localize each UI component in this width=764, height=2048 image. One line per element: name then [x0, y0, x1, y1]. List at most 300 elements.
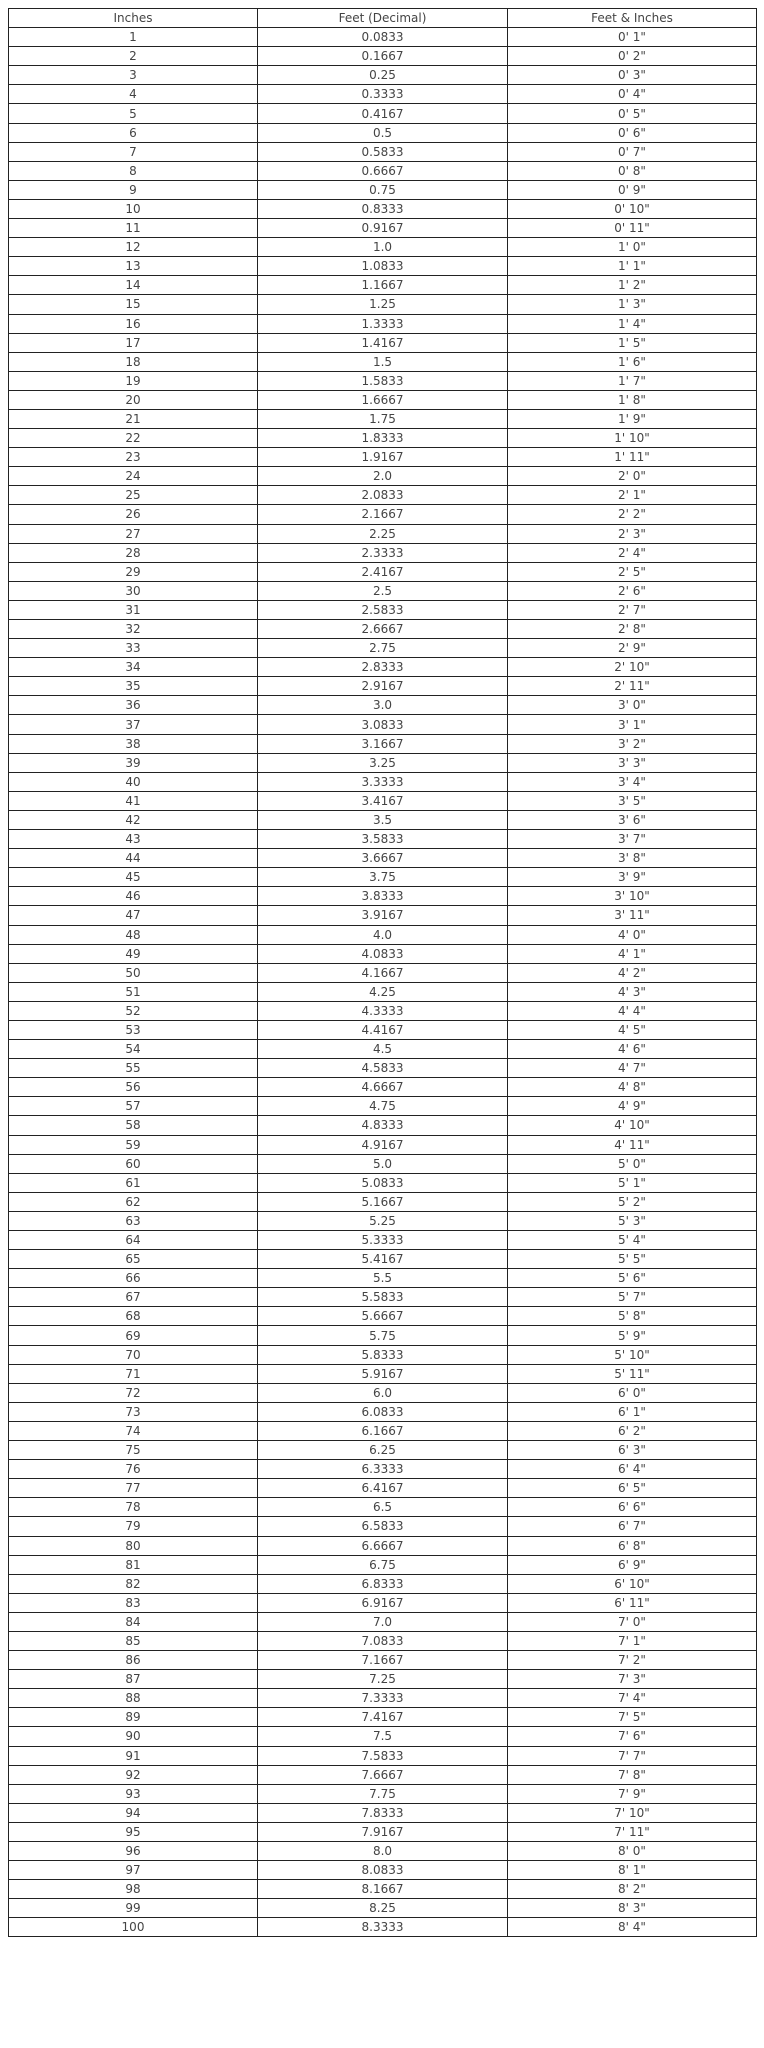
cell-feet-inches: 3' 3" — [508, 753, 757, 772]
cell-inches: 97 — [9, 1861, 258, 1880]
cell-inches: 86 — [9, 1651, 258, 1670]
cell-feet-inches: 1' 6" — [508, 352, 757, 371]
cell-feet-inches: 2' 6" — [508, 581, 757, 600]
table-row — [9, 1154, 757, 1173]
cell-feet-decimal: 4.0833 — [258, 944, 508, 963]
cell-inches: 18 — [9, 352, 258, 371]
cell-feet-decimal: 0.4167 — [258, 104, 508, 123]
cell-inches: 12 — [9, 238, 258, 257]
cell-feet-decimal: 6.3333 — [258, 1460, 508, 1479]
cell-feet-inches: 8' 3" — [508, 1899, 757, 1918]
cell-feet-decimal: 0.5 — [258, 123, 508, 142]
cell-feet-inches: 5' 11" — [508, 1364, 757, 1383]
cell-feet-decimal: 3.1667 — [258, 734, 508, 753]
cell-inches: 61 — [9, 1173, 258, 1192]
table-row — [9, 1097, 757, 1116]
table-row — [9, 1670, 757, 1689]
cell-inches: 96 — [9, 1842, 258, 1861]
cell-feet-decimal: 7.8333 — [258, 1803, 508, 1822]
cell-feet-inches: 7' 5" — [508, 1708, 757, 1727]
cell-inches: 7 — [9, 142, 258, 161]
cell-feet-inches: 3' 5" — [508, 791, 757, 810]
cell-inches: 59 — [9, 1135, 258, 1154]
cell-feet-inches: 7' 11" — [508, 1822, 757, 1841]
cell-feet-decimal: 5.5 — [258, 1269, 508, 1288]
table-row — [9, 1383, 757, 1402]
cell-feet-decimal: 1.0833 — [258, 257, 508, 276]
cell-feet-decimal: 1.3333 — [258, 314, 508, 333]
cell-feet-inches: 6' 8" — [508, 1536, 757, 1555]
table-row — [9, 180, 757, 199]
cell-feet-decimal: 3.5833 — [258, 830, 508, 849]
cell-inches: 57 — [9, 1097, 258, 1116]
table-row — [9, 600, 757, 619]
cell-feet-decimal: 2.25 — [258, 524, 508, 543]
cell-feet-inches: 6' 2" — [508, 1421, 757, 1440]
cell-inches: 62 — [9, 1192, 258, 1211]
cell-feet-inches: 7' 9" — [508, 1784, 757, 1803]
table-row — [9, 1708, 757, 1727]
cell-feet-inches: 7' 6" — [508, 1727, 757, 1746]
cell-inches: 65 — [9, 1250, 258, 1269]
cell-feet-decimal: 0.8333 — [258, 199, 508, 218]
cell-feet-inches: 1' 3" — [508, 295, 757, 314]
cell-feet-inches: 7' 2" — [508, 1651, 757, 1670]
cell-feet-decimal: 6.8333 — [258, 1574, 508, 1593]
cell-feet-decimal: 0.6667 — [258, 161, 508, 180]
cell-feet-inches: 1' 9" — [508, 409, 757, 428]
cell-inches: 43 — [9, 830, 258, 849]
cell-feet-decimal: 2.75 — [258, 639, 508, 658]
table-row — [9, 238, 757, 257]
cell-feet-inches: 0' 4" — [508, 85, 757, 104]
table-row — [9, 66, 757, 85]
table-row — [9, 467, 757, 486]
table-row — [9, 1574, 757, 1593]
cell-feet-inches: 4' 8" — [508, 1078, 757, 1097]
cell-inches: 68 — [9, 1307, 258, 1326]
cell-feet-decimal: 2.5833 — [258, 600, 508, 619]
table-row — [9, 371, 757, 390]
cell-inches: 64 — [9, 1231, 258, 1250]
cell-feet-inches: 7' 0" — [508, 1612, 757, 1631]
cell-inches: 99 — [9, 1899, 258, 1918]
cell-feet-decimal: 7.0 — [258, 1612, 508, 1631]
cell-feet-decimal: 2.1667 — [258, 505, 508, 524]
cell-inches: 87 — [9, 1670, 258, 1689]
table-row — [9, 753, 757, 772]
cell-inches: 60 — [9, 1154, 258, 1173]
table-row — [9, 1421, 757, 1440]
cell-feet-inches: 0' 11" — [508, 219, 757, 238]
cell-feet-inches: 0' 7" — [508, 142, 757, 161]
cell-feet-decimal: 4.4167 — [258, 1020, 508, 1039]
cell-feet-decimal: 3.0 — [258, 696, 508, 715]
cell-inches: 95 — [9, 1822, 258, 1841]
cell-inches: 3 — [9, 66, 258, 85]
cell-feet-decimal: 6.9167 — [258, 1593, 508, 1612]
table-body — [9, 28, 757, 1937]
cell-feet-decimal: 8.0 — [258, 1842, 508, 1861]
table-row — [9, 887, 757, 906]
table-row — [9, 1899, 757, 1918]
table-row — [9, 1059, 757, 1078]
table-row — [9, 1307, 757, 1326]
cell-feet-decimal: 7.5833 — [258, 1746, 508, 1765]
table-row — [9, 390, 757, 409]
table-row — [9, 1135, 757, 1154]
cell-inches: 92 — [9, 1765, 258, 1784]
table-row — [9, 448, 757, 467]
table-row — [9, 47, 757, 66]
cell-feet-decimal: 0.25 — [258, 66, 508, 85]
cell-feet-decimal: 6.25 — [258, 1441, 508, 1460]
cell-feet-inches: 6' 7" — [508, 1517, 757, 1536]
table-row — [9, 1078, 757, 1097]
cell-inches: 28 — [9, 543, 258, 562]
cell-inches: 46 — [9, 887, 258, 906]
cell-inches: 34 — [9, 658, 258, 677]
table-row — [9, 791, 757, 810]
table-row — [9, 28, 757, 47]
cell-feet-decimal: 7.1667 — [258, 1651, 508, 1670]
cell-inches: 82 — [9, 1574, 258, 1593]
table-row — [9, 1746, 757, 1765]
cell-feet-inches: 5' 1" — [508, 1173, 757, 1192]
cell-feet-inches: 7' 4" — [508, 1689, 757, 1708]
cell-feet-decimal: 4.8333 — [258, 1116, 508, 1135]
table-row — [9, 925, 757, 944]
cell-inches: 32 — [9, 620, 258, 639]
cell-feet-inches: 1' 7" — [508, 371, 757, 390]
cell-inches: 74 — [9, 1421, 258, 1440]
cell-feet-inches: 4' 0" — [508, 925, 757, 944]
cell-feet-inches: 4' 2" — [508, 963, 757, 982]
table-row — [9, 639, 757, 658]
cell-feet-decimal: 0.75 — [258, 180, 508, 199]
table-row — [9, 696, 757, 715]
cell-feet-decimal: 7.4167 — [258, 1708, 508, 1727]
cell-feet-decimal: 8.3333 — [258, 1918, 508, 1937]
cell-feet-decimal: 0.0833 — [258, 28, 508, 47]
cell-feet-decimal: 4.5 — [258, 1040, 508, 1059]
cell-inches: 81 — [9, 1555, 258, 1574]
table-row — [9, 1784, 757, 1803]
cell-feet-decimal: 6.4167 — [258, 1479, 508, 1498]
cell-feet-decimal: 8.25 — [258, 1899, 508, 1918]
cell-inches: 20 — [9, 390, 258, 409]
table-row — [9, 1861, 757, 1880]
cell-feet-inches: 1' 8" — [508, 390, 757, 409]
cell-inches: 85 — [9, 1631, 258, 1650]
cell-inches: 80 — [9, 1536, 258, 1555]
cell-feet-decimal: 4.75 — [258, 1097, 508, 1116]
cell-feet-decimal: 2.8333 — [258, 658, 508, 677]
cell-feet-inches: 0' 8" — [508, 161, 757, 180]
cell-inches: 38 — [9, 734, 258, 753]
table-row — [9, 257, 757, 276]
cell-feet-inches: 2' 11" — [508, 677, 757, 696]
cell-feet-inches: 3' 1" — [508, 715, 757, 734]
table-row — [9, 85, 757, 104]
cell-feet-decimal: 3.0833 — [258, 715, 508, 734]
cell-feet-decimal: 1.75 — [258, 409, 508, 428]
cell-inches: 71 — [9, 1364, 258, 1383]
cell-feet-inches: 0' 1" — [508, 28, 757, 47]
cell-feet-inches: 3' 6" — [508, 810, 757, 829]
cell-feet-decimal: 2.4167 — [258, 562, 508, 581]
table-row — [9, 581, 757, 600]
cell-inches: 76 — [9, 1460, 258, 1479]
cell-inches: 54 — [9, 1040, 258, 1059]
cell-feet-inches: 2' 3" — [508, 524, 757, 543]
table-row — [9, 1612, 757, 1631]
cell-feet-inches: 3' 0" — [508, 696, 757, 715]
cell-inches: 40 — [9, 772, 258, 791]
cell-inches: 36 — [9, 696, 258, 715]
table-row — [9, 1231, 757, 1250]
table-row — [9, 1001, 757, 1020]
cell-inches: 73 — [9, 1402, 258, 1421]
cell-feet-inches: 5' 9" — [508, 1326, 757, 1345]
cell-feet-inches: 4' 10" — [508, 1116, 757, 1135]
cell-feet-inches: 7' 8" — [508, 1765, 757, 1784]
cell-feet-inches: 8' 4" — [508, 1918, 757, 1937]
table-row — [9, 868, 757, 887]
table-row — [9, 1822, 757, 1841]
cell-feet-inches: 4' 3" — [508, 982, 757, 1001]
cell-inches: 100 — [9, 1918, 258, 1937]
cell-inches: 94 — [9, 1803, 258, 1822]
cell-feet-inches: 3' 8" — [508, 849, 757, 868]
table-row — [9, 1269, 757, 1288]
table-row — [9, 982, 757, 1001]
cell-feet-decimal: 3.5 — [258, 810, 508, 829]
cell-inches: 1 — [9, 28, 258, 47]
cell-feet-decimal: 4.0 — [258, 925, 508, 944]
table-row — [9, 524, 757, 543]
cell-feet-inches: 3' 11" — [508, 906, 757, 925]
cell-inches: 83 — [9, 1593, 258, 1612]
cell-feet-decimal: 1.8333 — [258, 429, 508, 448]
table-row — [9, 1918, 757, 1937]
cell-feet-decimal: 3.25 — [258, 753, 508, 772]
cell-feet-decimal: 3.75 — [258, 868, 508, 887]
cell-feet-decimal: 0.1667 — [258, 47, 508, 66]
cell-inches: 91 — [9, 1746, 258, 1765]
table-row — [9, 1593, 757, 1612]
cell-inches: 37 — [9, 715, 258, 734]
cell-inches: 79 — [9, 1517, 258, 1536]
cell-feet-inches: 1' 10" — [508, 429, 757, 448]
cell-feet-inches: 2' 10" — [508, 658, 757, 677]
cell-inches: 11 — [9, 219, 258, 238]
table-row — [9, 1651, 757, 1670]
cell-feet-inches: 0' 10" — [508, 199, 757, 218]
cell-inches: 13 — [9, 257, 258, 276]
table-row — [9, 142, 757, 161]
cell-feet-inches: 8' 2" — [508, 1880, 757, 1899]
cell-inches: 48 — [9, 925, 258, 944]
cell-feet-inches: 8' 0" — [508, 1842, 757, 1861]
table-row — [9, 409, 757, 428]
cell-inches: 42 — [9, 810, 258, 829]
cell-inches: 30 — [9, 581, 258, 600]
cell-feet-decimal: 8.0833 — [258, 1861, 508, 1880]
cell-feet-decimal: 5.9167 — [258, 1364, 508, 1383]
cell-inches: 25 — [9, 486, 258, 505]
cell-feet-inches: 5' 7" — [508, 1288, 757, 1307]
cell-inches: 29 — [9, 562, 258, 581]
cell-feet-inches: 0' 5" — [508, 104, 757, 123]
cell-feet-decimal: 5.5833 — [258, 1288, 508, 1307]
cell-feet-decimal: 6.6667 — [258, 1536, 508, 1555]
cell-feet-inches: 4' 7" — [508, 1059, 757, 1078]
cell-feet-decimal: 4.25 — [258, 982, 508, 1001]
cell-inches: 98 — [9, 1880, 258, 1899]
table-row — [9, 333, 757, 352]
cell-inches: 21 — [9, 409, 258, 428]
header-row — [9, 9, 757, 28]
cell-feet-inches: 1' 2" — [508, 276, 757, 295]
cell-feet-inches: 5' 2" — [508, 1192, 757, 1211]
cell-feet-decimal: 6.1667 — [258, 1421, 508, 1440]
cell-feet-decimal: 4.1667 — [258, 963, 508, 982]
table-row — [9, 486, 757, 505]
cell-feet-inches: 6' 0" — [508, 1383, 757, 1402]
table-row — [9, 104, 757, 123]
table-row — [9, 658, 757, 677]
cell-feet-decimal: 6.5 — [258, 1498, 508, 1517]
table-row — [9, 1173, 757, 1192]
cell-feet-decimal: 5.1667 — [258, 1192, 508, 1211]
cell-inches: 47 — [9, 906, 258, 925]
table-row — [9, 562, 757, 581]
cell-feet-inches: 5' 4" — [508, 1231, 757, 1250]
cell-feet-decimal: 7.6667 — [258, 1765, 508, 1784]
cell-feet-inches: 3' 10" — [508, 887, 757, 906]
cell-feet-decimal: 7.9167 — [258, 1822, 508, 1841]
cell-inches: 4 — [9, 85, 258, 104]
cell-inches: 84 — [9, 1612, 258, 1631]
cell-inches: 49 — [9, 944, 258, 963]
cell-inches: 72 — [9, 1383, 258, 1402]
table-header — [9, 9, 757, 28]
cell-inches: 77 — [9, 1479, 258, 1498]
cell-inches: 8 — [9, 161, 258, 180]
cell-feet-inches: 2' 1" — [508, 486, 757, 505]
cell-feet-inches: 2' 9" — [508, 639, 757, 658]
table-row — [9, 772, 757, 791]
table-row — [9, 1479, 757, 1498]
table-row — [9, 543, 757, 562]
cell-feet-decimal: 3.9167 — [258, 906, 508, 925]
cell-inches: 23 — [9, 448, 258, 467]
cell-feet-inches: 1' 4" — [508, 314, 757, 333]
cell-feet-decimal: 1.6667 — [258, 390, 508, 409]
cell-feet-inches: 6' 1" — [508, 1402, 757, 1421]
cell-feet-inches: 5' 0" — [508, 1154, 757, 1173]
cell-feet-decimal: 3.3333 — [258, 772, 508, 791]
cell-feet-decimal: 4.5833 — [258, 1059, 508, 1078]
cell-feet-inches: 7' 3" — [508, 1670, 757, 1689]
table-row — [9, 1689, 757, 1708]
cell-feet-inches: 6' 9" — [508, 1555, 757, 1574]
cell-feet-inches: 6' 11" — [508, 1593, 757, 1612]
table-row — [9, 1211, 757, 1230]
table-row — [9, 505, 757, 524]
cell-inches: 35 — [9, 677, 258, 696]
cell-feet-inches: 6' 5" — [508, 1479, 757, 1498]
cell-feet-decimal: 0.3333 — [258, 85, 508, 104]
cell-inches: 52 — [9, 1001, 258, 1020]
cell-feet-decimal: 2.6667 — [258, 620, 508, 639]
cell-feet-inches: 7' 10" — [508, 1803, 757, 1822]
cell-feet-decimal: 5.75 — [258, 1326, 508, 1345]
cell-feet-inches: 6' 6" — [508, 1498, 757, 1517]
table-row — [9, 810, 757, 829]
cell-feet-inches: 5' 8" — [508, 1307, 757, 1326]
cell-feet-inches: 6' 3" — [508, 1441, 757, 1460]
cell-inches: 15 — [9, 295, 258, 314]
cell-feet-decimal: 1.1667 — [258, 276, 508, 295]
table-row — [9, 1040, 757, 1059]
cell-feet-decimal: 2.5 — [258, 581, 508, 600]
cell-feet-inches: 1' 11" — [508, 448, 757, 467]
cell-inches: 45 — [9, 868, 258, 887]
table-row — [9, 620, 757, 639]
table-row — [9, 734, 757, 753]
table-row — [9, 199, 757, 218]
cell-inches: 53 — [9, 1020, 258, 1039]
cell-feet-inches: 2' 2" — [508, 505, 757, 524]
table-row — [9, 1250, 757, 1269]
cell-inches: 6 — [9, 123, 258, 142]
cell-inches: 58 — [9, 1116, 258, 1135]
table-row — [9, 429, 757, 448]
table-row — [9, 1116, 757, 1135]
cell-inches: 70 — [9, 1345, 258, 1364]
table-row — [9, 1880, 757, 1899]
cell-feet-inches: 1' 5" — [508, 333, 757, 352]
cell-feet-decimal: 7.0833 — [258, 1631, 508, 1650]
cell-feet-inches: 1' 0" — [508, 238, 757, 257]
cell-inches: 19 — [9, 371, 258, 390]
cell-inches: 69 — [9, 1326, 258, 1345]
cell-feet-inches: 1' 1" — [508, 257, 757, 276]
cell-feet-decimal: 6.5833 — [258, 1517, 508, 1536]
cell-inches: 63 — [9, 1211, 258, 1230]
cell-feet-decimal: 5.25 — [258, 1211, 508, 1230]
cell-inches: 24 — [9, 467, 258, 486]
cell-feet-decimal: 5.6667 — [258, 1307, 508, 1326]
cell-inches: 51 — [9, 982, 258, 1001]
cell-feet-decimal: 3.6667 — [258, 849, 508, 868]
cell-feet-inches: 2' 4" — [508, 543, 757, 562]
cell-inches: 89 — [9, 1708, 258, 1727]
cell-feet-decimal: 5.4167 — [258, 1250, 508, 1269]
table-row — [9, 276, 757, 295]
cell-feet-inches: 7' 7" — [508, 1746, 757, 1765]
cell-feet-decimal: 3.4167 — [258, 791, 508, 810]
table-row — [9, 1517, 757, 1536]
cell-feet-inches: 4' 6" — [508, 1040, 757, 1059]
cell-feet-decimal: 2.3333 — [258, 543, 508, 562]
cell-inches: 39 — [9, 753, 258, 772]
table-row — [9, 1020, 757, 1039]
cell-feet-inches: 2' 8" — [508, 620, 757, 639]
table-row — [9, 1192, 757, 1211]
